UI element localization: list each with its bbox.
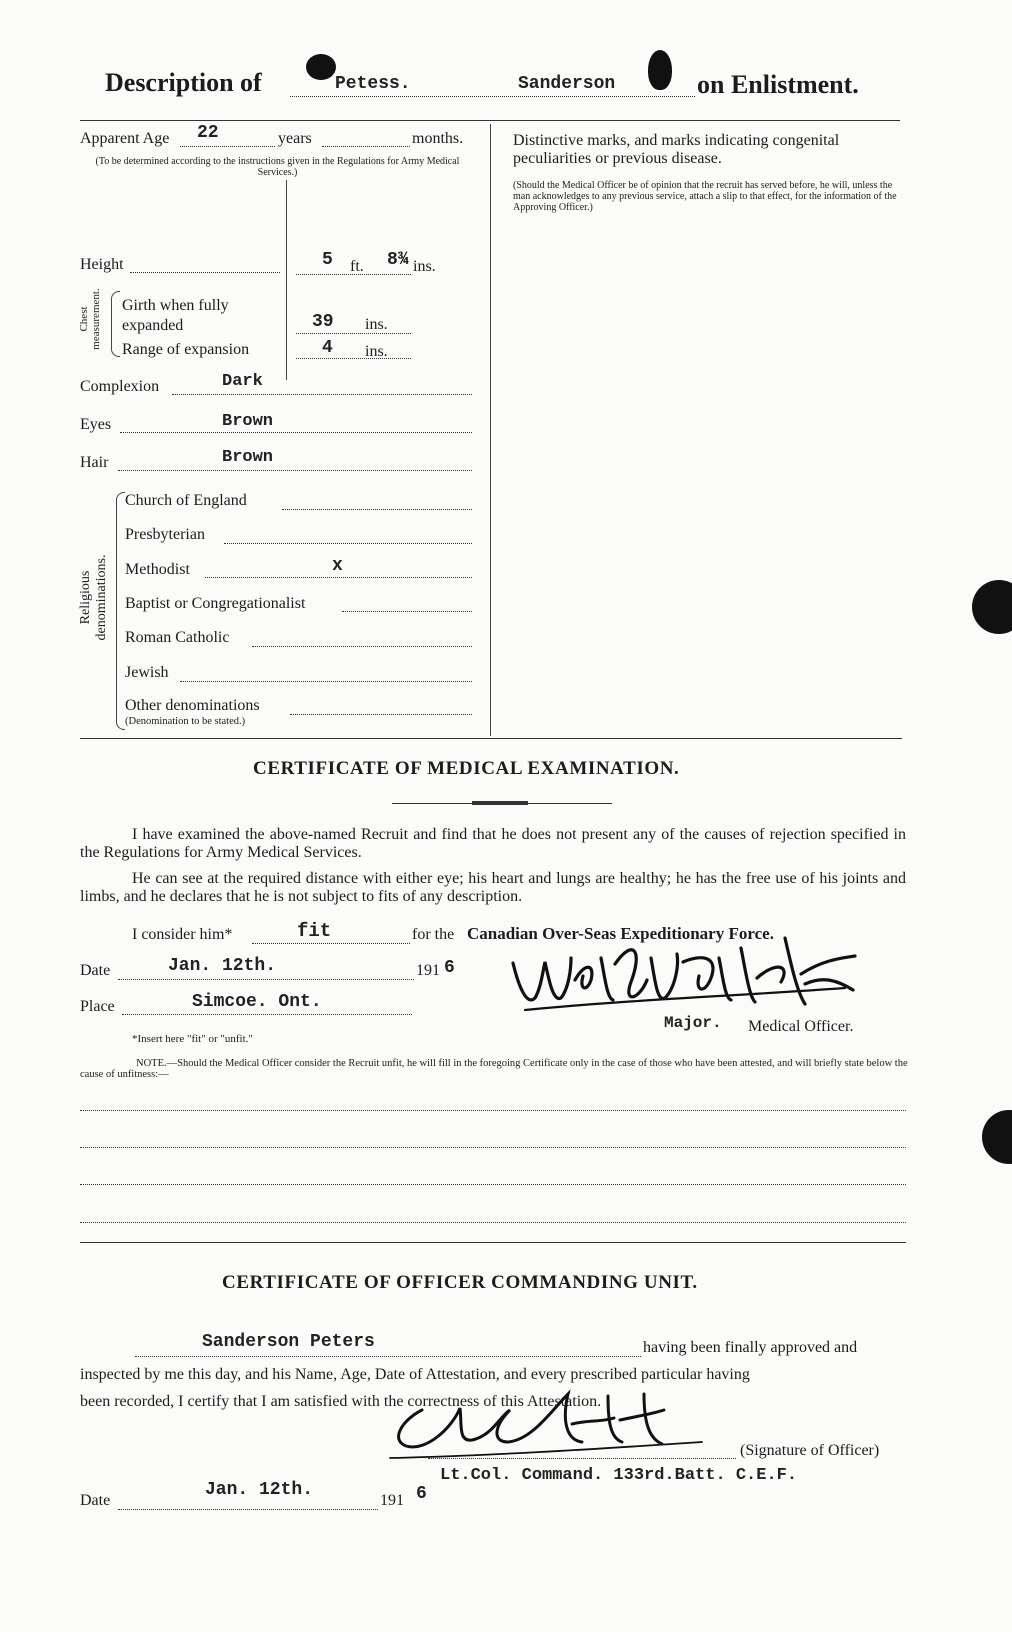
chest-measurement-label: Chest measurement. <box>78 288 102 350</box>
religion-church-of-england: Church of England <box>125 492 247 509</box>
unfit-note: NOTE.—Should the Medical Officer consider the Recruit unfit, he will fill in the foregoing Certificate only in the case of those who have been attested, and will briefly state below the cause of unfitness:— <box>80 1058 908 1080</box>
commanding-year-prefix: 191 <box>380 1492 404 1509</box>
recruit-name-value: Sanderson Peters <box>202 1332 375 1352</box>
religion-dotted-line <box>342 611 472 612</box>
commanding-text-2: inspected by me this day, and his Name, Age, Date of Attestation, and every prescribed particular having <box>80 1366 750 1383</box>
religion-dotted-line <box>180 681 472 682</box>
height-in-value: 8¾ <box>387 250 409 270</box>
commanding-date-label: Date <box>80 1492 111 1509</box>
fit-dotted-line <box>252 943 410 944</box>
months-label: months. <box>412 130 464 147</box>
binder-hole <box>982 1110 1012 1164</box>
age-value: 22 <box>197 123 219 143</box>
eyes-dotted-line <box>120 432 472 433</box>
eyes-value: Brown <box>222 412 274 431</box>
commanding-date-dotted-line <box>118 1509 378 1510</box>
complexion-label: Complexion <box>80 378 160 395</box>
religion-presbyterian: Presbyterian <box>125 526 205 543</box>
officer-title-value: Lt.Col. Command. 133rd.Batt. C.E.F. <box>440 1466 798 1485</box>
range-ins-label: ins. <box>365 343 388 360</box>
religion-dotted-line <box>290 714 472 715</box>
girth-value: 39 <box>312 312 334 332</box>
commanding-text-1: having been finally approved and <box>643 1339 858 1356</box>
ft-label: ft. <box>350 258 364 275</box>
medical-year-digit: 6 <box>444 958 455 978</box>
for-the-label: for the <box>412 926 455 943</box>
hair-value: Brown <box>222 448 274 467</box>
header-rule <box>80 120 900 121</box>
heading-rule-thick <box>472 801 528 805</box>
religion-baptist: Baptist or Congregationalist <box>125 595 306 612</box>
surname-value: Sanderson <box>518 74 616 94</box>
hair-dotted-line <box>118 470 472 471</box>
complexion-value: Dark <box>222 372 263 391</box>
religion-dotted-line <box>205 577 472 578</box>
fit-value: fit <box>297 920 332 942</box>
range-dotted-line <box>296 358 411 359</box>
ink-blot <box>306 54 336 80</box>
unfitness-line-3 <box>80 1184 906 1185</box>
signature-of-officer-label: (Signature of Officer) <box>740 1442 880 1459</box>
years-label: years <box>278 130 312 147</box>
girth-ins-label: ins. <box>365 316 388 333</box>
religion-roman-catholic: Roman Catholic <box>125 629 230 646</box>
section-rule <box>80 1242 906 1243</box>
medical-officer-signature <box>505 918 875 1028</box>
height-ft-value: 5 <box>322 250 333 270</box>
height-value-dotted-line <box>296 274 411 275</box>
methodist-mark: x <box>332 556 343 576</box>
medical-heading: CERTIFICATE OF MEDICAL EXAMINATION. <box>253 758 680 779</box>
commanding-year-digit: 6 <box>416 1484 427 1504</box>
distinctive-marks-title: Distinctive marks, and marks indicating congenital peculiarities or previous disease. <box>513 132 840 167</box>
commanding-text-3: been recorded, I certify that I am satisfied with the correctness of this Attestation. <box>80 1393 602 1410</box>
girth-dotted-line <box>296 333 411 334</box>
range-label: Range of expansion <box>122 341 250 358</box>
religion-methodist: Methodist <box>125 561 190 578</box>
complexion-dotted-line <box>172 394 472 395</box>
height-label: Height <box>80 256 124 273</box>
girth-label: Girth when fully expanded <box>122 297 229 334</box>
place-dotted-line <box>122 1014 412 1015</box>
unfitness-line-1 <box>80 1110 906 1111</box>
unfitness-line-2 <box>80 1147 906 1148</box>
religion-jewish: Jewish <box>125 664 169 681</box>
left-column-divider <box>286 180 287 380</box>
recruit-name-dotted-line <box>135 1356 641 1357</box>
commanding-date-value: Jan. 12th. <box>205 1480 314 1500</box>
distinctive-marks-note: (Should the Medical Officer be of opinion that the recruit has served before, he will, unless the man acknowledges to any previous service, attach a slip to that effect, for the information of the Approving Officer.) <box>513 180 897 213</box>
medical-paragraph-2: He can see at the required distance with either eye; his heart and lungs are healthy; he has the free use of his joints and limbs, and he declares that he is not subject to fits of any description. <box>80 870 906 905</box>
center-column-divider <box>490 124 491 736</box>
height-ins-label: ins. <box>413 258 436 275</box>
medical-officer-rank: Major. <box>664 1014 722 1032</box>
religion-dotted-line <box>252 646 472 647</box>
ink-blot <box>648 50 672 90</box>
religion-side-label: Religious denominations. <box>78 554 109 641</box>
first-name-value: Petess. <box>335 74 411 94</box>
medical-date-label: Date <box>80 962 111 979</box>
medical-year-prefix: 191 <box>416 962 440 979</box>
binder-hole <box>972 580 1012 634</box>
chest-brace <box>111 291 120 357</box>
place-value: Simcoe. Ont. <box>192 992 322 1012</box>
medical-date-value: Jan. 12th. <box>168 956 277 976</box>
hair-label: Hair <box>80 454 109 471</box>
religion-dotted-line <box>224 543 472 544</box>
medical-date-dotted-line <box>118 979 414 980</box>
consider-label: I consider him* <box>132 926 233 943</box>
range-value: 4 <box>322 338 333 358</box>
insert-note: *Insert here "fit" or "unfit." <box>132 1033 253 1045</box>
signature-dotted-line <box>428 1458 736 1459</box>
religion-other-note: (Denomination to be stated.) <box>125 716 246 727</box>
eyes-label: Eyes <box>80 416 112 433</box>
header-on-enlistment: on Enlistment. <box>697 70 859 99</box>
medical-officer-label: Medical Officer. <box>748 1018 854 1035</box>
height-dotted-line <box>130 272 280 273</box>
months-dotted-line <box>322 146 410 147</box>
place-label: Place <box>80 998 115 1015</box>
name-dotted-line <box>290 96 695 97</box>
commanding-officer-signature <box>382 1380 712 1470</box>
header-description-of: Description of <box>105 68 262 97</box>
apparent-age-label: Apparent Age <box>80 130 170 147</box>
force-label: Canadian Over-Seas Expeditionary Force. <box>467 924 774 943</box>
age-note: (To be determined according to the instructions given in the Regulations for Army Medical Services.) <box>95 156 460 178</box>
section-rule <box>80 738 902 739</box>
age-dotted-line <box>180 146 275 147</box>
religion-dotted-line <box>282 509 472 510</box>
religion-brace <box>116 492 125 730</box>
religion-other: Other denominations <box>125 697 260 714</box>
unfitness-line-4 <box>80 1222 906 1223</box>
commanding-heading: CERTIFICATE OF OFFICER COMMANDING UNIT. <box>222 1272 698 1293</box>
medical-paragraph-1: I have examined the above-named Recruit and find that he does not present any of the causes of rejection specified in the Regulations for Army Medical Services. <box>80 826 906 861</box>
